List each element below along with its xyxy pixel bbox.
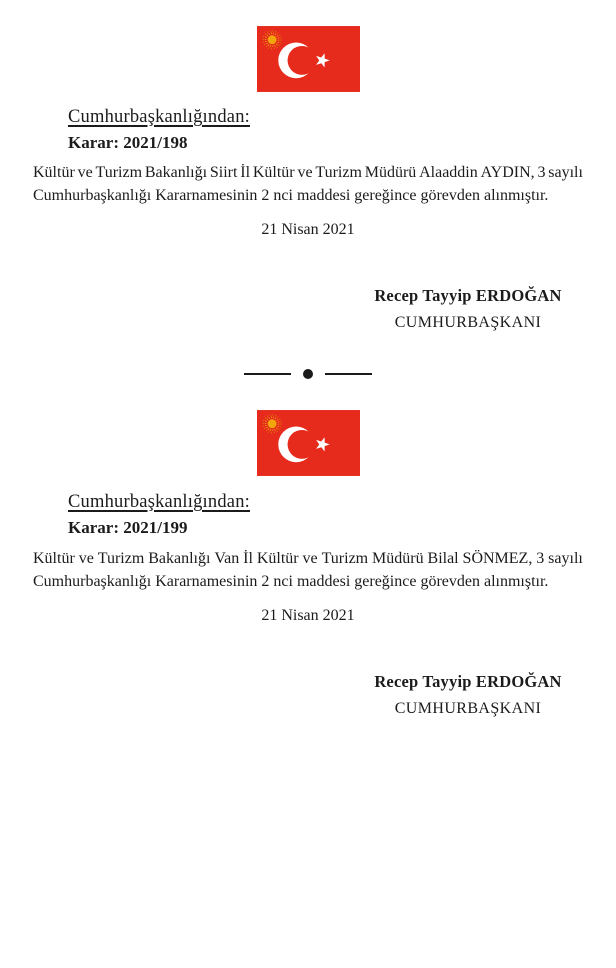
signature-title: CUMHURBAŞKANI [394,700,542,717]
decree-date: 21 Nisan 2021 [261,221,355,238]
divider-line-right [325,373,372,376]
decree-body [33,161,583,207]
decree-body-line1: Kültür ve Turizm Bakanlığı Van İl Kültür ve Turizm Müdürü Bilal SÖNMEZ, 3 sayılı [33,550,583,567]
signature-name: Recep Tayyip ERDOĞAN [374,286,562,305]
turkish-presidential-flag-icon [257,26,360,92]
decree-body-line2: Cumhurbaşkanlığı Kararnamesinin 2 nci maddesi gereğince görevden alınmıştır. [33,187,549,204]
signature-block [348,286,588,332]
decree-body [33,547,583,593]
decree-body-line2: Cumhurbaşkanlığı Kararnamesinin 2 nci maddesi gereğince görevden alınmıştır. [33,573,549,590]
turkish-presidential-flag-icon [257,410,360,476]
divider-line-left [244,373,291,376]
decree-source-heading: Cumhurbaşkanlığından: [68,107,250,127]
divider-dot [303,369,313,379]
decree-source-heading: Cumhurbaşkanlığından: [68,492,250,512]
decree-number: Karar: 2021/198 [68,133,188,152]
decree-date: 21 Nisan 2021 [261,607,355,624]
decree-body-line1: Kültür ve Turizm Bakanlığı Siirt İl Kültür ve Turizm Müdürü Alaaddin AYDIN, 3 sayılı [33,164,583,181]
signature-title: CUMHURBAŞKANI [394,314,542,331]
signature-block [348,672,588,718]
signature-name: Recep Tayyip ERDOĞAN [374,672,562,691]
decree-number: Karar: 2021/199 [68,518,188,537]
section-divider [0,369,616,379]
